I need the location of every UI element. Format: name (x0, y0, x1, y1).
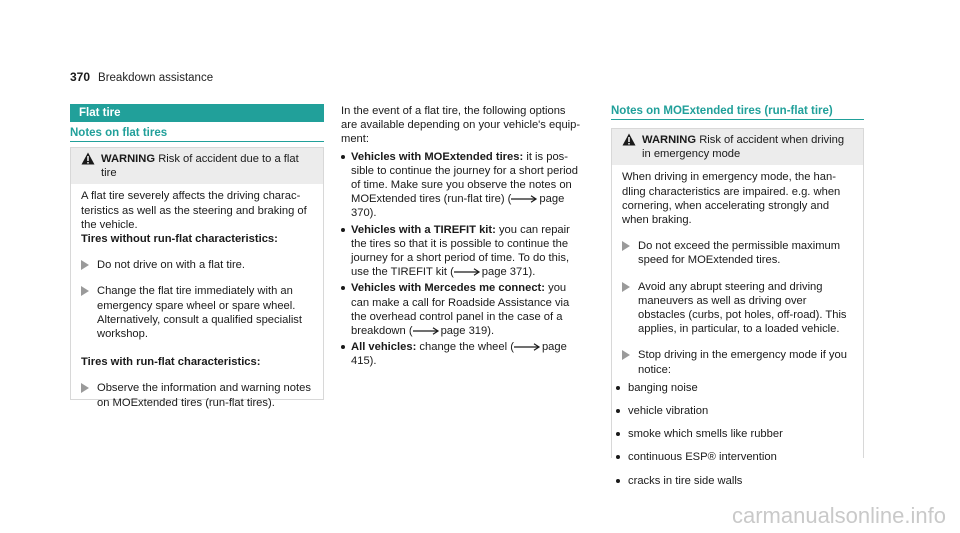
page-reference-arrow-icon (454, 268, 482, 276)
page-ref-link[interactable]: page 319 (440, 325, 488, 338)
warning-text: Risk of accident due to a flat tire (101, 153, 299, 180)
step-text: Observe the information and warning notes on MOExtended tires (run-flat tires). (97, 382, 311, 409)
watermark: carmanualsonline.info (731, 502, 946, 528)
runflat-warning-box (611, 128, 864, 487)
moextended-notes-title: Notes on MOExtended tires (run-flat tire) (611, 105, 833, 117)
step-item (612, 348, 853, 376)
notice-list (612, 381, 853, 488)
warning-label: WARNING (642, 134, 697, 146)
warning-triangle-icon (622, 133, 636, 146)
step-arrow-icon (622, 282, 630, 292)
heading-with-runflat: Tires with run-flat characteristics: (81, 356, 261, 369)
step-arrow-icon (81, 260, 89, 270)
options-list (341, 150, 583, 369)
warning-header (71, 148, 323, 184)
list-item: Vehicles with a TIREFIT kit: you can repair the tires so that it is possible to continue the journey for a short period of time. To do this, use the TIREFIT kit ( page 371). (341, 223, 583, 280)
options-intro: In the event of a flat tire, the following options are available depending on your vehicle's equipment: (341, 105, 581, 146)
step-arrow-icon (81, 286, 89, 296)
page-ref-link[interactable]: page 370 (351, 193, 565, 220)
step-text: Change the flat tire immediately with an emergency spare wheel or spare wheel. Alternatively, consult a qualified specialist workshop. (97, 285, 303, 341)
list-item: banging noise (612, 381, 853, 395)
step-item (71, 258, 313, 272)
step-arrow-icon (81, 383, 89, 393)
options-column (341, 104, 583, 371)
notes-flat-tires-title: Notes on flat tires (70, 127, 168, 139)
step-item (71, 284, 313, 341)
list-item: smoke which smells like rubber (612, 427, 853, 441)
flat-tire-bar: Flat tire (70, 104, 324, 122)
page-number: 370 (70, 70, 91, 84)
subtitle-rule (70, 141, 324, 142)
subtitle-rule (611, 119, 864, 120)
step-text: Do not exceed the permissible maximum speed for MOExtended tires. (638, 240, 841, 267)
warning-paragraph: A flat tire severely affects the driving characteristics as well as the steering and braking of the vehicle. (81, 190, 307, 231)
warning-paragraph: When driving in emergency mode, the handling characteristics are impaired. e.g. when cornering, when accelerating strongly and when braking. (622, 171, 841, 227)
step-arrow-icon (622, 241, 630, 251)
warning-label: WARNING (101, 153, 156, 165)
step-text: Stop driving in the emergency mode if you notice: (638, 349, 847, 376)
page-ref-link[interactable]: page 415 (351, 341, 567, 368)
heading-without-runflat: Tires without run-flat characteristics: (81, 233, 278, 246)
warning-body (612, 165, 863, 487)
page-reference-arrow-icon (514, 343, 542, 351)
page-header (70, 70, 930, 85)
warning-triangle-icon (81, 152, 95, 165)
step-text: Avoid any abrupt steering and driving maneuvers as well as driving over obstacles (curbs, pot holes, off-road). This applies, in particular, to a loaded vehicle. (638, 280, 847, 336)
step-text: Do not drive on with a flat tire. (97, 259, 245, 272)
list-item: Vehicles with Mercedes me connect: you can make a call for Roadside Assistance via the overhead control panel in the case of a breakdown ( page 319). (341, 281, 583, 338)
step-item (612, 280, 853, 337)
warning-body (71, 184, 323, 409)
list-item: vehicle vibration (612, 404, 853, 418)
step-arrow-icon (622, 350, 630, 360)
list-item: continuous ESP® intervention (612, 450, 853, 464)
list-item: cracks in tire side walls (612, 474, 853, 488)
list-item: Vehicles with MOExtended tires: it is possible to continue the journey for a short period of time. Make sure you observe the notes on MOExtended tires (run-flat tire) ( page 370). (341, 150, 583, 221)
page-reference-arrow-icon (413, 327, 441, 335)
warning-header (612, 129, 863, 165)
flat-tire-warning-box (70, 147, 324, 409)
warning-text: Risk of accident when driving in emergency mode (642, 134, 845, 161)
page-ref-link[interactable]: page 371 (481, 266, 529, 279)
list-item: All vehicles: change the wheel ( page 415). (341, 340, 583, 368)
page-reference-arrow-icon (511, 195, 539, 203)
step-item (71, 381, 313, 409)
step-item (612, 239, 853, 267)
section-title: Breakdown assistance (98, 72, 214, 84)
